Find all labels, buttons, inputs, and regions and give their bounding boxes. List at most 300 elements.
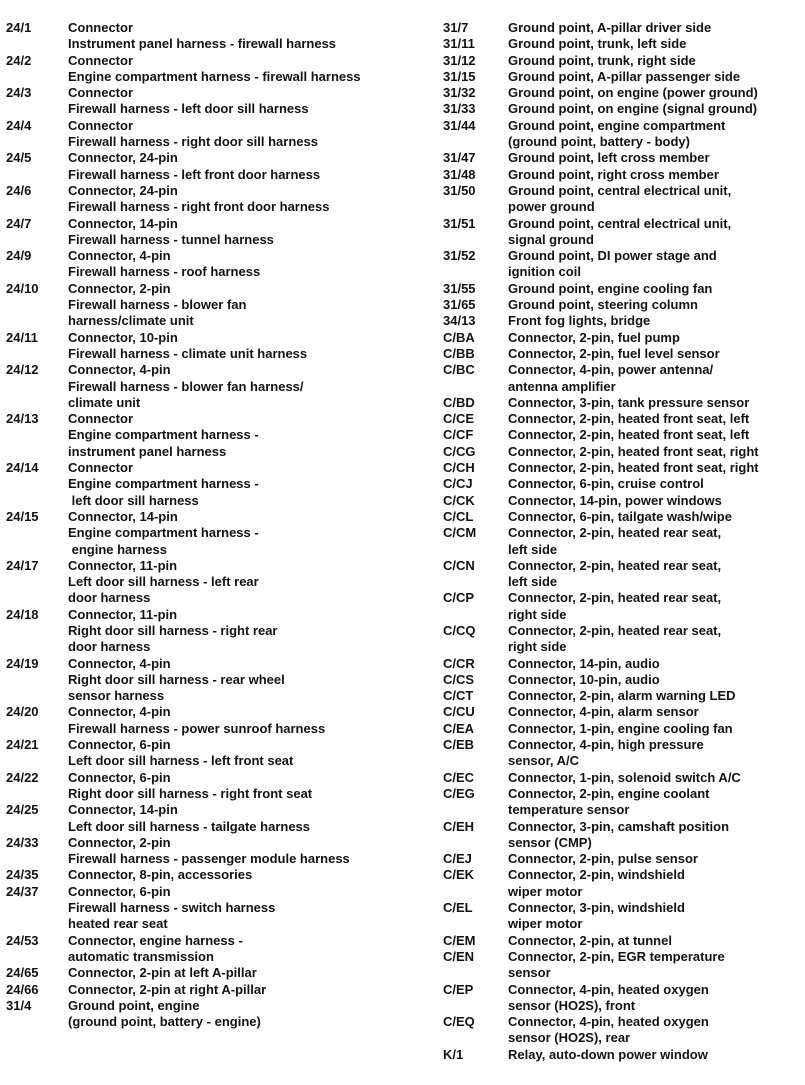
component-code: C/CG	[443, 443, 476, 459]
component-code: 24/22	[6, 769, 39, 785]
component-description	[508, 558, 805, 591]
component-description	[508, 982, 805, 1015]
component-code: C/CM	[443, 525, 477, 541]
component-code: C/CT	[443, 688, 474, 704]
description-line: Right door sill harness - rear wheel	[68, 671, 285, 687]
description-line: Ground point, trunk, left side	[508, 36, 687, 52]
description-line: Connector, 14-pin	[68, 508, 178, 524]
component-code: C/EM	[443, 932, 476, 948]
component-code: 24/1	[6, 20, 32, 35]
description-line: ignition coil	[508, 264, 581, 280]
component-description	[508, 509, 805, 525]
description-line: Connector, 3-pin, camshaft position	[508, 818, 730, 834]
component-description	[508, 493, 805, 509]
component-code: 24/53	[6, 932, 39, 948]
component-code: 24/35	[6, 867, 39, 883]
description-line: Connector, 2-pin	[68, 280, 171, 296]
description-line: Connector, 3-pin, tank pressure sensor	[508, 394, 750, 410]
component-code: C/EH	[443, 818, 475, 834]
description-line: Connector, 4-pin	[68, 248, 171, 264]
description-line: Connector	[68, 117, 133, 133]
legend-entry	[443, 313, 805, 329]
description-line: temperature sensor	[508, 802, 630, 818]
legend-entry	[443, 85, 805, 101]
component-code: 31/65	[443, 297, 476, 313]
description-line: Firewall harness - blower fan	[68, 297, 247, 313]
component-description	[508, 36, 805, 52]
component-description	[508, 688, 805, 704]
component-description	[508, 656, 805, 672]
component-description	[508, 216, 805, 249]
component-code: 31/44	[443, 117, 476, 133]
component-description	[508, 460, 805, 476]
legend-entry	[6, 362, 438, 411]
component-description	[68, 460, 438, 509]
description-line: Connector, 2-pin, heated front seat, left	[508, 427, 750, 443]
description-line: Engine compartment harness - firewall harness	[68, 68, 361, 84]
component-description	[508, 118, 805, 151]
legend-entry	[443, 819, 805, 852]
component-description	[68, 118, 438, 151]
description-line: Connector, 3-pin, windshield	[508, 900, 685, 916]
description-line: Connector, 2-pin, heated rear seat,	[508, 525, 722, 541]
description-line: Firewall harness - blower fan harness/	[68, 378, 304, 394]
legend-entry	[6, 85, 438, 118]
legend-entry	[443, 460, 805, 476]
component-description	[508, 737, 805, 770]
description-line: Firewall harness - roof harness	[68, 264, 261, 280]
component-description	[68, 982, 438, 998]
legend-entry	[443, 101, 805, 117]
component-description	[508, 330, 805, 346]
description-line: Left door sill harness - left rear	[68, 574, 259, 590]
component-code: C/CP	[443, 590, 475, 606]
legend-entry	[6, 558, 438, 607]
legend-entry	[443, 444, 805, 460]
component-code: C/EN	[443, 948, 475, 964]
component-description	[508, 362, 805, 395]
component-code: 24/17	[6, 557, 39, 573]
legend-entry	[6, 509, 438, 558]
legend-entry	[443, 770, 805, 786]
description-line: Connector, 4-pin, power antenna/	[508, 362, 714, 378]
legend-entry	[443, 150, 805, 166]
description-line: heated rear seat	[68, 916, 168, 932]
legend-entry	[6, 933, 438, 966]
component-description	[68, 330, 438, 363]
legend-entry	[443, 851, 805, 867]
component-description	[68, 216, 438, 249]
component-description	[508, 313, 805, 329]
legend-entry	[443, 69, 805, 85]
component-code: C/EC	[443, 769, 475, 785]
component-code: C/BB	[443, 345, 475, 361]
component-code: 24/10	[6, 280, 39, 296]
component-code: 24/19	[6, 655, 39, 671]
component-code: 24/9	[6, 248, 32, 264]
component-description	[508, 346, 805, 362]
legend-entry	[6, 802, 438, 835]
component-description	[508, 53, 805, 69]
component-description	[508, 819, 805, 852]
description-line: Ground point, central electrical unit,	[508, 215, 732, 231]
description-line: left side	[508, 574, 558, 590]
legend-entry	[443, 476, 805, 492]
description-line: Ground point, engine compartment	[508, 117, 726, 133]
legend-entry	[443, 493, 805, 509]
component-code: C/CF	[443, 427, 474, 443]
component-code: 24/6	[6, 182, 32, 198]
component-code: 24/18	[6, 606, 39, 622]
legend-entry	[443, 118, 805, 151]
component-description	[68, 770, 438, 803]
legend-entry	[443, 297, 805, 313]
legend-entry	[443, 900, 805, 933]
component-code: 31/11	[443, 36, 475, 52]
description-line: Connector, 2-pin, EGR temperature	[508, 948, 725, 964]
component-description	[508, 900, 805, 933]
description-line: sensor, A/C	[508, 753, 580, 769]
description-line: Connector, 6-pin	[68, 737, 171, 753]
component-description	[508, 770, 805, 786]
component-code: C/CS	[443, 671, 475, 687]
component-code: 24/5	[6, 150, 32, 166]
description-line: Connector, 2-pin, at tunnel	[508, 932, 672, 948]
legend-entry	[443, 982, 805, 1015]
component-description	[68, 737, 438, 770]
description-line: Left door sill harness - tailgate harness	[68, 818, 311, 834]
description-line: Connector, 1-pin, engine cooling fan	[508, 720, 733, 736]
legend-entry	[443, 167, 805, 183]
legend-entry	[443, 395, 805, 411]
component-code: 31/51	[443, 215, 476, 231]
component-code: 24/33	[6, 834, 39, 850]
legend-entry	[6, 248, 438, 281]
component-code: C/EJ	[443, 851, 472, 867]
legend-entry	[443, 737, 805, 770]
component-description	[68, 558, 438, 607]
component-description	[508, 101, 805, 117]
description-line: Connector, 2-pin	[68, 834, 171, 850]
description-line: Connector, 6-pin	[68, 769, 171, 785]
legend-entry	[6, 770, 438, 803]
legend-entry	[6, 884, 438, 933]
description-line: sensor (HO2S), front	[508, 997, 636, 1013]
description-line: Connector, 2-pin, alarm warning LED	[508, 688, 736, 704]
legend-entry	[6, 835, 438, 868]
legend-entry	[443, 656, 805, 672]
legend-entry	[6, 183, 438, 216]
component-description	[68, 656, 438, 705]
description-line: Connector, 4-pin, heated oxygen	[508, 981, 709, 997]
description-line: Ground point, on engine (power ground)	[508, 85, 758, 101]
description-line: Connector, 2-pin, heated front seat, right	[508, 460, 759, 476]
description-line: Connector	[68, 85, 133, 101]
component-code: C/CJ	[443, 476, 473, 492]
description-line: Connector	[68, 460, 133, 476]
component-description	[68, 965, 438, 981]
component-code: 24/13	[6, 411, 39, 427]
component-code: 24/7	[6, 215, 32, 231]
description-line: left side	[508, 541, 558, 557]
legend-entry	[443, 183, 805, 216]
component-code: 31/12	[443, 52, 476, 68]
description-line: Connector, 11-pin	[68, 557, 178, 573]
legend-entry	[6, 607, 438, 656]
description-line: automatic transmission	[68, 948, 214, 964]
component-description	[68, 281, 438, 330]
component-description	[68, 183, 438, 216]
description-line: Ground point, left cross member	[508, 150, 710, 166]
component-description	[508, 297, 805, 313]
legend-entry	[443, 346, 805, 362]
description-line: Connector, 2-pin, heated rear seat,	[508, 557, 722, 573]
component-code: C/CE	[443, 411, 475, 427]
component-code: 24/12	[6, 362, 39, 378]
description-line: sensor (CMP)	[508, 834, 592, 850]
component-description	[508, 672, 805, 688]
component-code: 31/52	[443, 248, 476, 264]
legend-entry	[443, 949, 805, 982]
description-line: Firewall harness - passenger module harness	[68, 851, 350, 867]
description-line: Connector, 6-pin, cruise control	[508, 476, 704, 492]
description-line: Right door sill harness - right front seat	[68, 785, 313, 801]
legend-entry	[443, 933, 805, 949]
description-line: (ground point, battery - body)	[508, 134, 690, 150]
legend-entry	[443, 1014, 805, 1047]
description-line: Connector, 2-pin, pulse sensor	[508, 851, 698, 867]
legend-entry	[443, 688, 805, 704]
component-description	[508, 949, 805, 982]
component-description	[508, 476, 805, 492]
component-description	[68, 53, 438, 86]
description-line: Connector, 4-pin	[68, 362, 171, 378]
legend-entry	[443, 248, 805, 281]
legend-entry	[6, 150, 438, 183]
description-line: Firewall harness - right door sill harness	[68, 134, 318, 150]
description-line: door harness	[68, 590, 151, 606]
component-code: C/CL	[443, 508, 474, 524]
description-line: Connector, 2-pin, heated rear seat,	[508, 590, 722, 606]
description-line: Connector, 2-pin, heated front seat, right	[508, 443, 759, 459]
legend-entry	[443, 721, 805, 737]
description-line: Connector, 2-pin, fuel level sensor	[508, 345, 720, 361]
legend-entry	[6, 704, 438, 737]
description-line: Connector, 6-pin	[68, 883, 171, 899]
component-description	[508, 395, 805, 411]
description-line: Connector, 4-pin, heated oxygen	[508, 1014, 709, 1030]
legend-column-left	[6, 20, 438, 1030]
component-code: 24/65	[6, 965, 39, 981]
description-line: Connector, 24-pin	[68, 182, 178, 198]
legend-column-right	[443, 20, 805, 1063]
description-line: sensor	[508, 965, 551, 981]
description-line: door harness	[68, 639, 151, 655]
component-description	[68, 802, 438, 835]
component-description	[68, 835, 438, 868]
description-line: Firewall harness - tunnel harness	[68, 231, 274, 247]
description-line: Connector, 14-pin	[68, 802, 178, 818]
component-code: 24/3	[6, 85, 32, 101]
description-line: Connector, 14-pin, audio	[508, 655, 660, 671]
legend-entry	[6, 982, 438, 998]
description-line: Connector, 4-pin	[68, 704, 171, 720]
description-line: antenna amplifier	[508, 378, 616, 394]
description-line: left door sill harness	[68, 492, 199, 508]
description-line: Connector, 11-pin	[68, 606, 178, 622]
description-line: Connector, 14-pin	[68, 215, 178, 231]
description-line: Firewall harness - power sunroof harness	[68, 720, 326, 736]
component-code: 31/55	[443, 280, 476, 296]
component-code: 24/20	[6, 704, 39, 720]
component-code: C/CK	[443, 492, 475, 508]
legend-entry	[6, 53, 438, 86]
description-line: Ground point, trunk, right side	[508, 52, 696, 68]
legend-entry	[6, 411, 438, 460]
description-line: Ground point, on engine (signal ground)	[508, 101, 758, 117]
component-description	[68, 509, 438, 558]
description-line: Connector, 4-pin, high pressure	[508, 737, 704, 753]
legend-entry	[6, 867, 438, 883]
component-description	[68, 884, 438, 933]
component-code: 24/66	[6, 981, 39, 997]
description-line: Front fog lights, bridge	[508, 313, 651, 329]
legend-entry	[443, 623, 805, 656]
component-code: C/CH	[443, 460, 475, 476]
component-description	[508, 704, 805, 720]
component-code: C/EB	[443, 737, 475, 753]
component-description	[508, 1047, 805, 1063]
legend-entry	[6, 737, 438, 770]
description-line: right side	[508, 639, 567, 655]
description-line: Connector, 4-pin	[68, 655, 171, 671]
component-code: C/EL	[443, 900, 473, 916]
component-description	[68, 704, 438, 737]
component-code: 31/32	[443, 85, 476, 101]
component-description	[508, 721, 805, 737]
component-code: K/1	[443, 1046, 464, 1062]
component-code: 31/33	[443, 101, 476, 117]
component-code: 24/21	[6, 737, 39, 753]
legend-entry	[443, 330, 805, 346]
component-code: 34/13	[443, 313, 476, 329]
component-description	[508, 1014, 805, 1047]
component-code: C/CR	[443, 655, 475, 671]
description-line: Connector, 10-pin, audio	[508, 671, 660, 687]
description-line: (ground point, battery - engine)	[68, 1014, 261, 1030]
component-description	[508, 85, 805, 101]
legend-entry	[443, 53, 805, 69]
legend-entry	[443, 411, 805, 427]
description-line: Connector, 2-pin, engine coolant	[508, 785, 710, 801]
description-line: Ground point, engine cooling fan	[508, 280, 713, 296]
component-description	[508, 411, 805, 427]
component-code: C/BD	[443, 394, 475, 410]
description-line: harness/climate unit	[68, 313, 194, 329]
component-description	[508, 183, 805, 216]
component-description	[68, 607, 438, 656]
component-description	[508, 427, 805, 443]
component-code: 24/37	[6, 883, 39, 899]
component-code: C/EQ	[443, 1014, 475, 1030]
description-line: sensor (HO2S), rear	[508, 1030, 631, 1046]
legend-entry	[6, 998, 438, 1031]
description-line: Connector, 2-pin at left A-pillar	[68, 965, 257, 981]
component-code: 31/47	[443, 150, 476, 166]
description-line: Connector, 24-pin	[68, 150, 178, 166]
component-code: C/EG	[443, 785, 475, 801]
description-line: Connector, 4-pin, alarm sensor	[508, 704, 699, 720]
component-code: 24/25	[6, 802, 39, 818]
description-line: Connector	[68, 20, 133, 35]
component-code: 24/2	[6, 52, 32, 68]
component-description	[508, 590, 805, 623]
component-code: 24/11	[6, 329, 38, 345]
legend-entry	[443, 590, 805, 623]
description-line: right side	[508, 606, 567, 622]
legend-entry	[443, 558, 805, 591]
description-line: power ground	[508, 199, 595, 215]
description-line: Ground point, A-pillar driver side	[508, 20, 712, 35]
component-code: C/BC	[443, 362, 475, 378]
description-line: Connector, engine harness -	[68, 932, 243, 948]
legend-entry	[443, 1047, 805, 1063]
component-description	[68, 20, 438, 53]
legend-entry	[443, 672, 805, 688]
description-line: Firewall harness - right front door harness	[68, 199, 330, 215]
description-line: Relay, auto-down power window	[508, 1046, 708, 1062]
component-code: 24/4	[6, 117, 32, 133]
legend-entry	[443, 509, 805, 525]
component-description	[68, 867, 438, 883]
description-line: Engine compartment harness -	[68, 476, 259, 492]
component-description	[508, 444, 805, 460]
description-line: Left door sill harness - left front seat	[68, 753, 294, 769]
component-code: 31/15	[443, 68, 476, 84]
description-line: Connector	[68, 411, 133, 427]
component-code: 31/7	[443, 20, 469, 35]
component-code: 24/15	[6, 508, 39, 524]
description-line: Ground point, central electrical unit,	[508, 182, 732, 198]
description-line: Connector, 2-pin, fuel pump	[508, 329, 680, 345]
legend-entry	[6, 118, 438, 151]
description-line: Connector, 2-pin at right A-pillar	[68, 981, 267, 997]
legend-entry	[443, 281, 805, 297]
component-code: C/EP	[443, 981, 474, 997]
description-line: Ground point, right cross member	[508, 166, 719, 182]
component-description	[68, 411, 438, 460]
component-code: C/BA	[443, 329, 475, 345]
component-description	[508, 525, 805, 558]
legend-entry	[443, 427, 805, 443]
description-line: Firewall harness - climate unit harness	[68, 345, 308, 361]
legend-entry	[6, 330, 438, 363]
component-code: 31/50	[443, 182, 476, 198]
component-code: C/EK	[443, 867, 475, 883]
legend-entry	[443, 20, 805, 36]
component-description	[508, 281, 805, 297]
legend-entry	[443, 216, 805, 249]
description-line: Connector, 6-pin, tailgate wash/wipe	[508, 508, 732, 524]
component-code: 31/4	[6, 997, 32, 1013]
legend-entry	[6, 20, 438, 53]
legend-entry	[6, 965, 438, 981]
component-description	[68, 85, 438, 118]
legend-entry	[6, 656, 438, 705]
description-line: signal ground	[508, 231, 594, 247]
component-description	[508, 851, 805, 867]
description-line: Connector, 2-pin, heated rear seat,	[508, 622, 722, 638]
